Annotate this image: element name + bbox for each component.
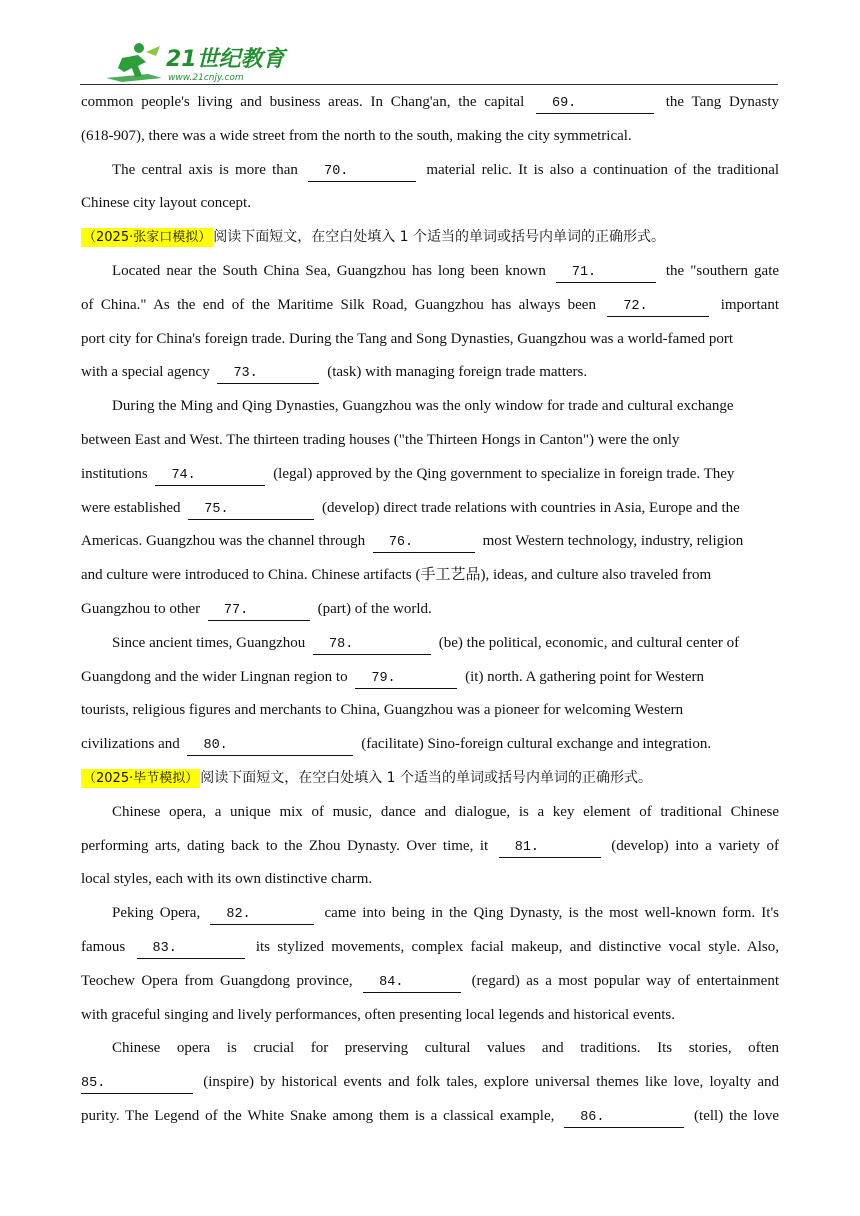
text-segment: performing arts, dating back to the Zhou Dynasty. Over time, it xyxy=(81,837,489,854)
text-line xyxy=(81,356,779,390)
text-segment: The central axis is more than xyxy=(112,161,298,178)
text-segment: During the Ming and Qing Dynasties, Guangzhou was the only window for trade and cultural exchange xyxy=(112,398,734,415)
svg-text:21世纪教育: 21世纪教育 xyxy=(166,47,285,72)
document-body xyxy=(81,86,779,1134)
answer-blank[interactable]: 69. xyxy=(536,95,654,114)
answer-blank[interactable]: 83. xyxy=(137,940,245,959)
text-line xyxy=(81,965,779,999)
text-line xyxy=(81,86,779,120)
text-segment: came into being in the Qing Dynasty, is the most well-known form. It's xyxy=(324,905,779,922)
text-line xyxy=(81,323,779,357)
text-segment: (regard) as a most popular way of entertainment xyxy=(471,972,779,989)
text-line xyxy=(81,492,779,526)
answer-blank[interactable]: 82. xyxy=(210,906,314,925)
text-segment: (develop) into a variety of xyxy=(611,837,780,854)
section-instruction-line xyxy=(81,221,779,255)
text-line xyxy=(81,728,779,762)
instruction-text: 阅读下面短文，在空白处填入 1 个适当的单词或括号内单词的正确形式。 xyxy=(200,769,653,786)
answer-blank[interactable]: 86. xyxy=(564,1109,684,1128)
text-segment: important xyxy=(720,296,780,313)
text-segment: (legal) approved by the Qing government to specialize in foreign trade. They xyxy=(273,465,735,482)
text-segment: institutions xyxy=(81,465,148,482)
answer-blank[interactable]: 84. xyxy=(363,974,461,993)
text-segment: Americas. Guangzhou was the channel through xyxy=(81,533,366,550)
text-line xyxy=(81,627,779,661)
text-segment: (it) north. A gathering point for Western xyxy=(465,668,704,685)
answer-blank[interactable]: 85. xyxy=(81,1075,193,1094)
text-segment: purity. The Legend of the White Snake among them is a classical example, xyxy=(81,1107,555,1124)
text-segment: port city for China's foreign trade. During the Tang and Song Dynasties, Guangzhou was a world-famed port xyxy=(81,330,734,347)
text-segment: were established xyxy=(81,499,181,516)
text-line xyxy=(81,424,779,458)
answer-blank[interactable]: 70. xyxy=(308,163,416,182)
text-segment: the "southern gate xyxy=(665,262,780,279)
text-segment: Since ancient times, Guangzhou xyxy=(112,634,306,651)
answer-blank[interactable]: 80. xyxy=(187,737,353,756)
text-line xyxy=(81,593,779,627)
text-segment: (facilitate) Sino-foreign cultural exchange and integration. xyxy=(361,736,712,753)
text-segment: Guangdong and the wider Lingnan region to xyxy=(81,668,348,685)
text-segment: Chinese city layout concept. xyxy=(81,195,251,212)
text-line xyxy=(81,1100,779,1134)
text-segment: with a special agency xyxy=(81,364,210,381)
text-segment: most Western technology, industry, religion xyxy=(482,533,744,550)
text-line xyxy=(81,458,779,492)
logo-21cnjy xyxy=(102,40,302,84)
text-line xyxy=(81,863,779,897)
text-line xyxy=(81,897,779,931)
text-line xyxy=(81,255,779,289)
text-line xyxy=(81,1066,779,1100)
text-line xyxy=(81,289,779,323)
text-segment: (task) with managing foreign trade matters. xyxy=(327,364,588,381)
text-line xyxy=(81,525,779,559)
text-segment: tourists, religious figures and merchants to China, Guangzhou was a pioneer for welcoming Western xyxy=(81,702,684,719)
text-line xyxy=(81,154,779,188)
source-tag: （2025·张家口模拟） xyxy=(83,230,212,246)
text-segment: Guangzhou to other xyxy=(81,600,201,617)
text-line xyxy=(81,661,779,695)
page-header xyxy=(80,40,778,86)
text-segment: its stylized movements, complex facial makeup, and distinctive vocal style. Also, xyxy=(255,938,779,955)
text-segment: the Tang Dynasty xyxy=(665,94,780,110)
text-segment: (tell) the love xyxy=(694,1107,780,1124)
text-line xyxy=(81,120,779,154)
answer-blank[interactable]: 77. xyxy=(208,602,310,621)
answer-blank[interactable]: 74. xyxy=(155,467,265,486)
answer-blank[interactable]: 71. xyxy=(556,264,656,283)
text-segment: (part) of the world. xyxy=(317,600,432,617)
header-rule xyxy=(80,84,778,85)
source-tag: （2025·毕节模拟） xyxy=(83,770,199,786)
answer-blank[interactable]: 81. xyxy=(499,839,601,858)
text-segment: and culture were introduced to China. Chinese artifacts (手工艺品), ideas, and culture also traveled from xyxy=(81,567,712,584)
text-line xyxy=(81,694,779,728)
text-segment: material relic. It is also a continuation of the traditional xyxy=(426,161,780,178)
text-segment: Chinese opera is crucial for preserving cultural values and traditions. Its stories, often xyxy=(112,1040,779,1057)
text-segment: famous xyxy=(81,938,126,955)
text-segment: (develop) direct trade relations with countries in Asia, Europe and the xyxy=(322,499,740,516)
answer-blank[interactable]: 75. xyxy=(188,501,314,520)
text-segment: Teochew Opera from Guangdong province, xyxy=(81,972,353,989)
text-segment: (inspire) by historical events and folk tales, explore universal themes like love, loyalty and xyxy=(203,1074,779,1091)
answer-blank[interactable]: 76. xyxy=(373,534,475,553)
text-segment: (618-907), there was a wide street from the north to the south, making the city symmetrical. xyxy=(81,127,632,144)
text-segment: civilizations and xyxy=(81,736,180,753)
section-instruction-line xyxy=(81,762,779,796)
answer-blank[interactable]: 78. xyxy=(313,636,431,655)
svg-text:www.21cnjy.com: www.21cnjy.com xyxy=(168,73,244,83)
text-line xyxy=(81,796,779,830)
text-line xyxy=(81,187,779,221)
text-line xyxy=(81,931,779,965)
text-segment: common people's living and business areas. In Chang'an, the capital xyxy=(81,94,525,110)
answer-blank[interactable]: 73. xyxy=(217,365,319,384)
text-segment: Chinese opera, a unique mix of music, dance and dialogue, is a key element of traditional Chinese xyxy=(112,803,779,820)
text-line xyxy=(81,999,779,1033)
text-segment: of China." As the end of the Maritime Silk Road, Guangzhou has always been xyxy=(81,296,596,313)
instruction-text: 阅读下面短文，在空白处填入 1 个适当的单词或括号内单词的正确形式。 xyxy=(213,229,666,246)
text-segment: (be) the political, economic, and cultural center of xyxy=(438,634,740,651)
text-segment: between East and West. The thirteen trading houses ("the Thirteen Hongs in Canton") were the only xyxy=(81,431,680,448)
text-segment: Located near the South China Sea, Guangzhou has long been known xyxy=(112,262,546,279)
text-line xyxy=(81,1032,779,1066)
text-segment: local styles, each with its own distinctive charm. xyxy=(81,871,373,888)
text-line xyxy=(81,390,779,424)
text-line xyxy=(81,830,779,864)
answer-blank[interactable]: 79. xyxy=(355,670,457,689)
answer-blank[interactable]: 72. xyxy=(607,298,709,317)
text-segment: with graceful singing and lively performances, often presenting local legends and historical events. xyxy=(81,1006,675,1023)
text-line xyxy=(81,559,779,593)
text-segment: Peking Opera, xyxy=(112,905,201,922)
